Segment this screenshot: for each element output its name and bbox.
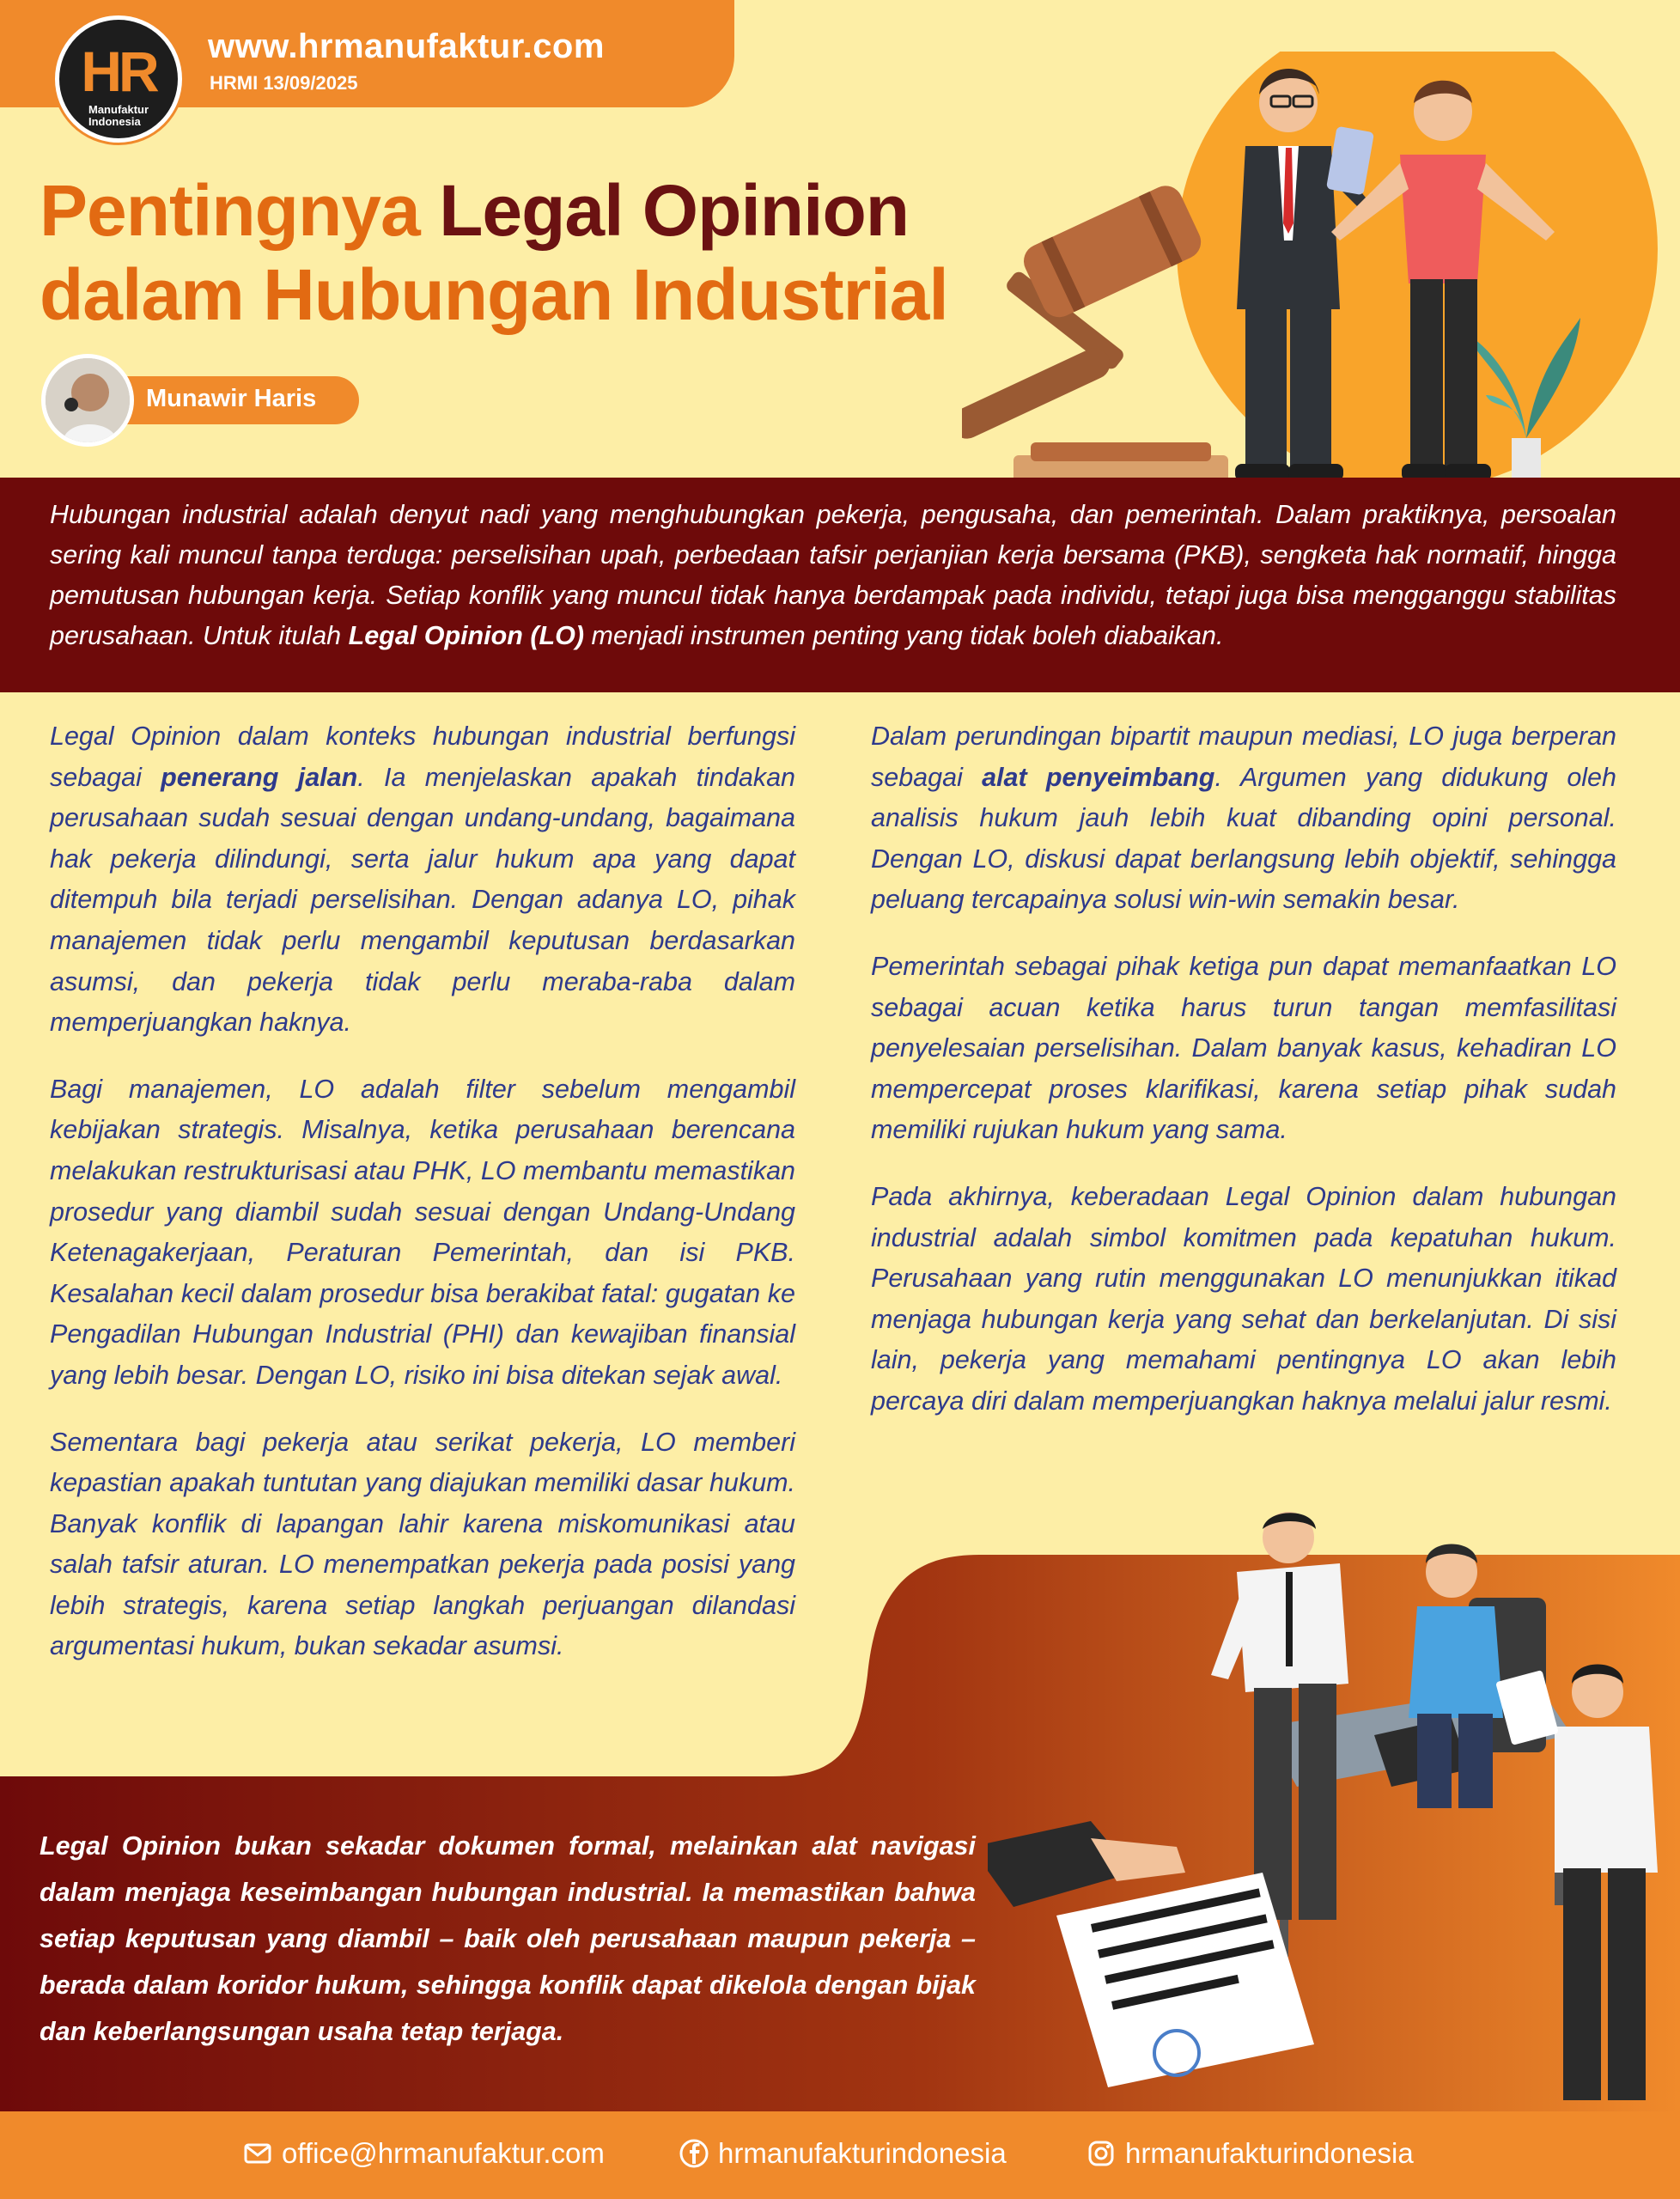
right-column <box>871 716 1616 1448</box>
footer-email-text: office@hrmanufaktur.com <box>282 2137 605 2169</box>
logo-r: R <box>119 40 156 103</box>
left-p1-before: Legal Opinion dalam konteks hubungan industrial berfungsi sebagai <box>50 722 795 792</box>
footer-email[interactable] <box>242 2137 605 2170</box>
author-avatar-icon <box>46 358 130 442</box>
title-line-2: dalam Hubungan Industrial <box>40 254 948 335</box>
man-leaning-figure <box>1211 1512 1348 1920</box>
right-paragraph-2: Pemerintah sebagai pihak ketiga pun dapat memanfaatkan LO sebagai acuan ketika harus turun tangan memfasilitasi penyelesaian perselisihan. Dalam banyak kasus, kehadiran LO mempercepat proses klarifikasi, karena setiap pihak sudah memiliki rujukan hukum yang sama. <box>871 951 1616 1145</box>
article-title <box>40 168 948 337</box>
left-p1-after: . Ia menjelaskan apakah tindakan perusahaan sudah sesuai dengan undang-undang, bagaimana hak pekerja dilindungi, serta jalur hukum apa yang dapat ditempuh bila terjadi perselisihan. Dengan adanya LO, pihak manajemen tidak perlu mengambil keputusan berdasarkan asumsi, dan pekerja tidak perlu meraba-raba dalam memperjuangkan haknya. <box>50 762 795 1038</box>
conclusion-paragraph: Legal Opinion bukan sekadar dokumen formal, melainkan alat navigasi dalam menjaga keseimbangan hubungan industrial. Ia memastikan bahwa setiap keputusan yang diambil – baik oleh perusahaan maupun pekerja – berada dalam koridor hukum, sehingga konflik dapat dikelola dengan bijak dan keberlangsungan usaha tetap terjaga. <box>40 1831 976 2046</box>
intro-text-before: Hubungan industrial adalah denyut nadi yang menghubungkan pekerja, pengusaha, dan pemerintah. Dalam praktiknya, persoalan sering kali muncul tanpa terduga: perselisihan upah, perbedaan tafsir perjanjian kerja bersama (PKB), sengketa hak normatif, hingga pemutusan hubungan kerja. Setiap konflik yang muncul tidak hanya berdampak pada individu, tetapi juga bisa mengganggu stabilitas perusahaan. Untuk itulah <box>50 500 1616 650</box>
author-name: Munawir Haris <box>146 385 317 412</box>
title-part-2: Legal Opinion <box>439 170 910 251</box>
right-paragraph-3: Pada akhirnya, keberadaan Legal Opinion dalam hubungan industrial adalah simbol komitmen pada kepatuhan hukum. Perusahaan yang rutin menggunakan LO menunjukkan itikad menjaga hubungan kerja yang sehat dan berkelanjutan. Di sisi lain, pekerja yang memahami pentingnya LO akan lebih percaya diri dalam memperjuangkan haknya melalui jalur resmi. <box>871 1181 1616 1416</box>
intro-text-after: menjadi instrumen penting yang tidak boleh diabaikan. <box>584 621 1224 650</box>
hand-with-pen-icon <box>988 1821 1185 1907</box>
left-paragraph-2: Bagi manajemen, LO adalah filter sebelum mengambil kebijakan strategis. Misalnya, ketika perusahaan berencana melakukan restrukturisasi atau PHK, LO membantu memastikan prosedur yang diambil sudah sesuai dengan Undang-Undang Ketenagakerjaan, Peraturan Pemerintah, dan isi PKB. Kesalahan kecil dalam prosedur bisa berakibat fatal: gugatan ke Pengadilan Hubungan Industrial (PHI) dan kewajiban finansial yang lebih besar. Dengan LO, risiko ini bisa ditekan sejak awal. <box>50 1074 795 1390</box>
title-line-1 <box>40 168 948 253</box>
left-paragraph-1 <box>50 716 795 1044</box>
author-avatar <box>41 354 134 447</box>
left-column <box>50 716 795 1693</box>
issue-date: HRMI 13/09/2025 <box>210 72 358 94</box>
footer-facebook[interactable] <box>679 2137 1007 2170</box>
website-url[interactable]: www.hrmanufaktur.com <box>208 27 605 65</box>
right-p1-highlight: alat penyeimbang <box>982 762 1215 792</box>
right-paragraph-1 <box>871 716 1616 921</box>
envelope-icon <box>242 2138 273 2169</box>
hero-illustration <box>962 52 1680 498</box>
logo-line1: Manufaktur <box>88 103 149 116</box>
intro-highlight: Legal Opinion (LO) <box>348 621 585 650</box>
title-part-1: Pentingnya <box>40 170 440 251</box>
logo-h: H <box>81 40 119 103</box>
logo-mark <box>59 39 178 104</box>
intro-paragraph <box>50 495 1616 656</box>
logo-subtitle <box>88 104 149 128</box>
right-p1-after: . Argumen yang didukung oleh analisis hukum jauh lebih kuat dibanding opini personal. Dengan LO, diskusi dapat berlangsung lebih objektif, sehingga peluang tercapainya solusi win-win semakin besar. <box>871 762 1616 915</box>
gavel-icon <box>962 180 1228 490</box>
footer-facebook-text: hrmanufakturindonesia <box>718 2137 1007 2169</box>
hr-manufaktur-logo <box>55 15 182 143</box>
team-meeting-illustration <box>988 1512 1680 2113</box>
instagram-icon <box>1086 2138 1117 2169</box>
man-standing-figure <box>1495 1665 1658 2101</box>
footer-instagram-text: hrmanufakturindonesia <box>1125 2137 1414 2169</box>
left-paragraph-3: Sementara bagi pekerja atau serikat pekerja, LO memberi kepastian apakah tuntutan yang diajukan memiliki dasar hukum. Banyak konflik di lapangan lahir karena miskomunikasi atau salah tafsir aturan. LO menempatkan pekerja pada posisi yang lebih strategis, karena setiap langkah perjuangan dilandasi argumentasi hukum, bukan sekadar asumsi. <box>50 1427 795 1661</box>
right-p1-before: Dalam perundingan bipartit maupun mediasi, LO juga berperan sebagai <box>871 722 1616 792</box>
facebook-icon <box>679 2138 709 2169</box>
logo-line2: Indonesia <box>88 115 141 128</box>
footer-instagram[interactable] <box>1086 2137 1414 2170</box>
left-p1-highlight: penerang jalan <box>161 762 358 792</box>
